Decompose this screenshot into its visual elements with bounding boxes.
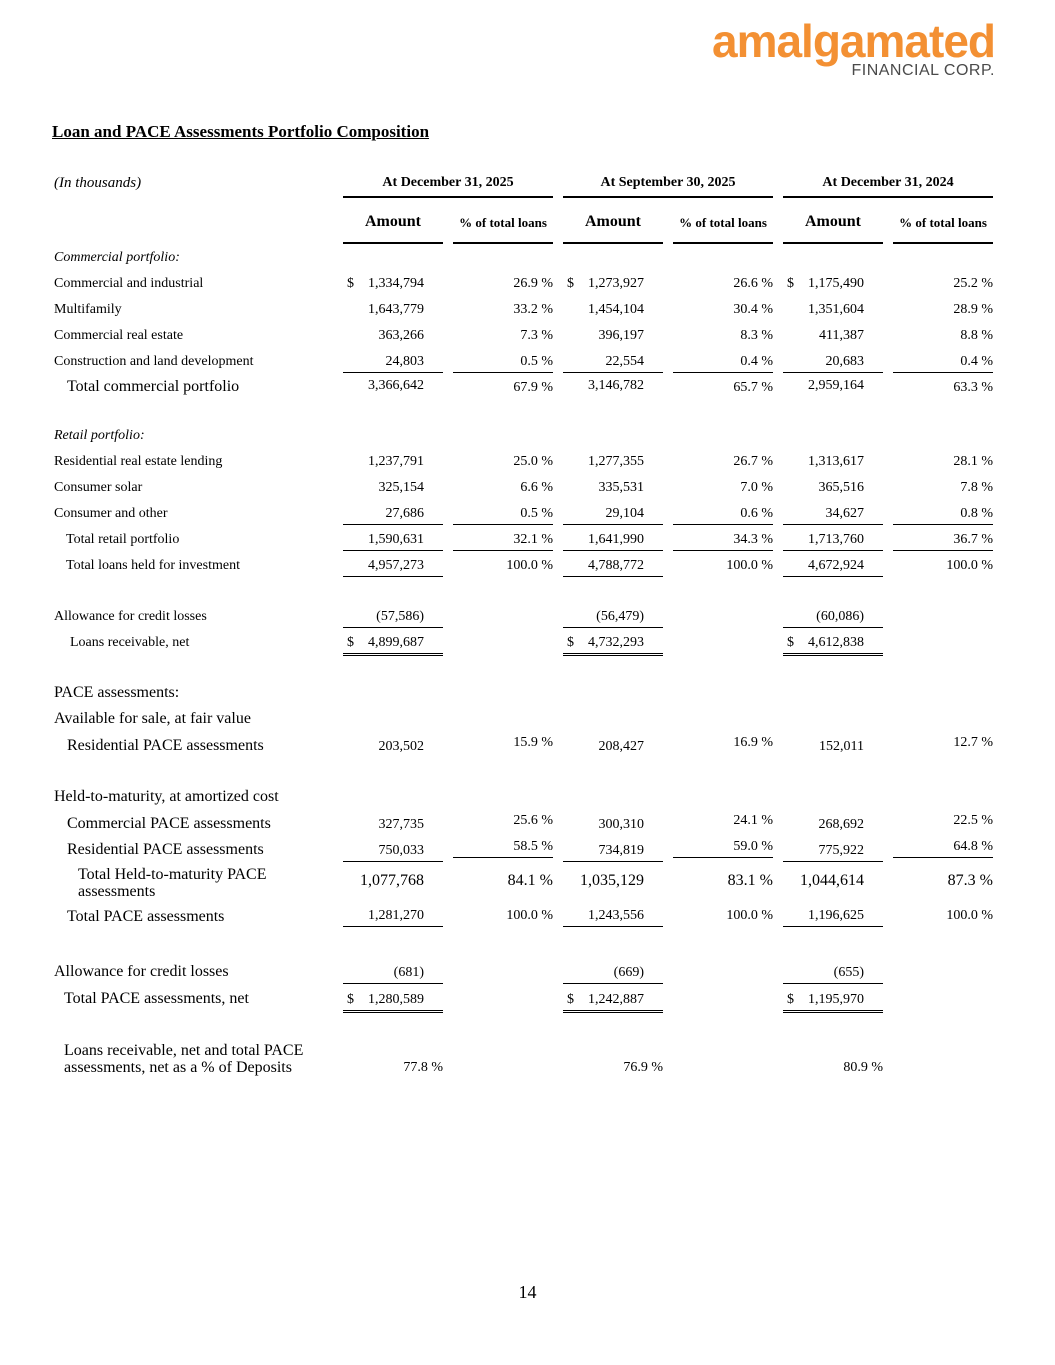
amount-value: 1,242,887	[588, 992, 644, 1007]
amount-value: 1,643,779	[368, 302, 424, 317]
percent-cell: 100.0 %	[506, 908, 553, 923]
amount-cell	[563, 378, 663, 394]
amount-cell	[563, 817, 663, 833]
amount-value: 365,516	[818, 480, 864, 495]
amount-header: Amount	[343, 202, 443, 244]
amount-cell	[343, 1060, 443, 1076]
page-title: Loan and PACE Assessments Portfolio Composition	[52, 122, 430, 141]
amount-cell	[783, 843, 883, 862]
amount-value: 29,104	[605, 506, 644, 521]
amount-value: 1,243,556	[588, 908, 644, 923]
section-commercial: Commercial portfolio:	[54, 250, 180, 265]
amount-value: (56,479)	[596, 609, 644, 624]
amount-cell	[343, 908, 443, 927]
pct-header: % of total loans	[893, 202, 993, 244]
percent-cell: 25.6 %	[513, 813, 553, 828]
amount-value: 1,454,104	[588, 302, 644, 317]
percent-cell: 84.1 %	[507, 872, 553, 889]
amount-cell	[783, 992, 883, 1013]
amount-value: 1,281,270	[368, 908, 424, 923]
row-label: Total commercial portfolio	[67, 378, 240, 395]
percent-cell: 65.7 %	[733, 380, 773, 395]
amount-cell	[563, 739, 663, 755]
currency-symbol: $	[567, 992, 574, 1007]
amount-cell	[783, 558, 883, 577]
percent-cell: 63.3 %	[953, 380, 993, 395]
amount-value: 1,273,927	[588, 276, 644, 291]
amount-cell	[563, 354, 663, 373]
currency-symbol: $	[347, 276, 354, 291]
amount-header: Amount	[563, 202, 663, 244]
amount-cell	[783, 354, 883, 373]
amount-cell	[343, 378, 443, 394]
row-label: Residential real estate lending	[54, 454, 223, 469]
percent-cell: 0.8 %	[893, 506, 993, 525]
amount-cell	[343, 454, 443, 470]
amount-cell	[563, 480, 663, 496]
period-header-sep-2025: At September 30, 2025	[563, 175, 773, 198]
amount-value: 24,803	[385, 354, 424, 369]
amount-value: 268,692	[818, 817, 864, 832]
percent-cell: 28.1 %	[953, 454, 993, 469]
amount-cell	[343, 532, 443, 551]
percent-cell: 26.9 %	[513, 276, 553, 291]
amount-cell	[343, 609, 443, 628]
amount-value: 4,672,924	[808, 558, 864, 573]
amount-value: 1,196,625	[808, 908, 864, 923]
amount-value: 4,957,273	[368, 558, 424, 573]
amount-cell	[343, 635, 443, 656]
amount-cell	[563, 992, 663, 1013]
percent-cell: 8.3 %	[740, 328, 773, 343]
amount-value: 22,554	[605, 354, 644, 369]
percent-cell: 64.8 %	[893, 839, 993, 858]
percent-cell: 0.5 %	[453, 506, 553, 525]
percent-cell: 36.7 %	[893, 532, 993, 551]
amount-value: 1,277,355	[588, 454, 644, 469]
amount-header: Amount	[783, 202, 883, 244]
amount-cell	[783, 532, 883, 551]
percent-cell: 87.3 %	[947, 872, 993, 889]
percent-cell: 0.4 %	[673, 354, 773, 373]
amount-value: 2,959,164	[808, 378, 864, 393]
logo-wordmark: amalgamated	[711, 15, 995, 67]
row-label: Total PACE assessments	[67, 908, 225, 925]
currency-symbol: $	[787, 276, 794, 291]
percent-cell: 7.3 %	[520, 328, 553, 343]
amount-cell	[343, 480, 443, 496]
amount-cell	[563, 558, 663, 577]
amount-value: (655)	[833, 965, 864, 980]
row-label: Total Held-to-maturity PACE assessments	[78, 866, 267, 900]
amount-cell	[563, 872, 663, 890]
amount-cell	[783, 739, 883, 755]
amount-cell	[783, 276, 883, 292]
amount-value: 327,735	[378, 817, 424, 832]
amount-cell	[563, 328, 663, 344]
percent-cell: 83.1 %	[727, 872, 773, 889]
amount-value: 27,686	[385, 506, 424, 521]
percent-cell: 25.0 %	[513, 454, 553, 469]
amount-cell	[343, 354, 443, 373]
amount-cell	[343, 506, 443, 525]
amount-cell	[343, 965, 443, 984]
percent-cell: 7.8 %	[960, 480, 993, 495]
currency-symbol: $	[347, 992, 354, 1007]
amount-cell	[783, 480, 883, 496]
amount-cell	[563, 276, 663, 292]
amount-cell	[563, 532, 663, 551]
currency-symbol: $	[347, 635, 354, 650]
amount-value: 152,011	[819, 739, 864, 754]
row-label: Residential PACE assessments	[67, 737, 264, 754]
percent-cell: 0.4 %	[893, 354, 993, 373]
percent-cell: 33.2 %	[513, 302, 553, 317]
amount-cell	[563, 454, 663, 470]
amount-cell	[343, 739, 443, 755]
row-label: Allowance for credit losses	[54, 963, 229, 980]
percent-cell: 0.6 %	[673, 506, 773, 525]
amount-cell	[783, 908, 883, 927]
company-logo	[700, 15, 1000, 84]
percent-cell: 100.0 %	[506, 558, 553, 573]
amount-cell	[343, 843, 443, 862]
amount-cell	[563, 1060, 663, 1076]
row-label: Commercial real estate	[54, 328, 184, 343]
amount-value: 325,154	[378, 480, 424, 495]
amount-cell	[783, 378, 883, 394]
amount-value: 77.8 %	[403, 1060, 443, 1075]
amount-cell	[563, 965, 663, 984]
amount-value: 1,044,614	[800, 872, 864, 889]
amount-value: 411,387	[819, 328, 864, 343]
amount-cell	[563, 635, 663, 656]
percent-cell: 59.0 %	[673, 839, 773, 858]
pct-header: % of total loans	[453, 202, 553, 244]
row-label: Total loans held for investment	[66, 558, 240, 573]
section-pace: PACE assessments:	[54, 684, 180, 701]
percent-cell: 6.6 %	[520, 480, 553, 495]
percent-cell: 0.5 %	[453, 354, 553, 373]
amount-value: 80.9 %	[843, 1060, 883, 1075]
row-label: Loans receivable, net and total PACE assessments, net as a % of Deposits	[64, 1042, 304, 1076]
row-label: Commercial and industrial	[54, 276, 204, 291]
amount-value: (681)	[393, 965, 424, 980]
row-label: Loans receivable, net	[70, 635, 190, 650]
amount-value: 20,683	[825, 354, 864, 369]
amount-value: 208,427	[598, 739, 644, 754]
row-label: Commercial PACE assessments	[67, 815, 271, 832]
amount-cell	[783, 609, 883, 628]
amount-cell	[783, 872, 883, 890]
percent-cell: 25.2 %	[953, 276, 993, 291]
amount-value: 76.9 %	[623, 1060, 663, 1075]
amount-value: 1,280,589	[368, 992, 424, 1007]
percent-cell: 34.3 %	[673, 532, 773, 551]
row-label: Consumer solar	[54, 480, 143, 495]
amount-cell	[343, 328, 443, 344]
amount-value: 1,035,129	[580, 872, 644, 889]
amount-value: 363,266	[378, 328, 424, 343]
section-htm: Held-to-maturity, at amortized cost	[54, 788, 279, 805]
amount-value: 1,077,768	[360, 872, 424, 889]
amount-cell	[563, 506, 663, 525]
percent-cell: 12.7 %	[953, 735, 993, 750]
logo-subtitle: FINANCIAL CORP.	[851, 62, 995, 79]
percent-cell: 26.7 %	[733, 454, 773, 469]
percent-cell: 100.0 %	[946, 558, 993, 573]
amount-value: 34,627	[825, 506, 864, 521]
amount-value: 1,590,631	[368, 532, 424, 547]
amount-value: 300,310	[598, 817, 644, 832]
percent-cell: 24.1 %	[733, 813, 773, 828]
section-afs: Available for sale, at fair value	[54, 710, 251, 727]
amount-value: 1,351,604	[808, 302, 864, 317]
percent-cell: 100.0 %	[946, 908, 993, 923]
percent-cell: 30.4 %	[733, 302, 773, 317]
percent-cell: 58.5 %	[453, 839, 553, 858]
row-label: Residential PACE assessments	[67, 841, 264, 858]
currency-symbol: $	[787, 635, 794, 650]
amount-value: 4,612,838	[808, 635, 864, 650]
amount-value: 4,788,772	[588, 558, 644, 573]
amount-value: 775,922	[818, 843, 864, 858]
percent-cell: 15.9 %	[513, 735, 553, 750]
amount-cell	[343, 558, 443, 577]
row-label: Construction and land development	[54, 354, 254, 369]
amount-value: 4,899,687	[368, 635, 424, 650]
percent-cell: 32.1 %	[453, 532, 553, 551]
percent-cell: 16.9 %	[733, 735, 773, 750]
amount-cell	[343, 276, 443, 292]
amount-cell	[783, 635, 883, 656]
amount-value: 1,175,490	[808, 276, 864, 291]
percent-cell: 7.0 %	[740, 480, 773, 495]
percent-cell: 100.0 %	[726, 558, 773, 573]
amount-value: 750,033	[378, 843, 424, 858]
percent-cell: 67.9 %	[513, 380, 553, 395]
row-label: Total retail portfolio	[66, 532, 180, 547]
amount-value: 396,197	[598, 328, 644, 343]
amount-value: 203,502	[378, 739, 424, 754]
row-label: Multifamily	[54, 302, 122, 317]
row-label: Allowance for credit losses	[54, 609, 207, 624]
amount-cell	[563, 908, 663, 927]
amount-cell	[783, 1060, 883, 1076]
percent-cell: 26.6 %	[733, 276, 773, 291]
currency-symbol: $	[567, 635, 574, 650]
amount-cell	[783, 817, 883, 833]
percent-cell: 28.9 %	[953, 302, 993, 317]
amount-cell	[563, 302, 663, 318]
amount-value: (669)	[613, 965, 644, 980]
amount-value: (60,086)	[816, 609, 864, 624]
amount-value: 3,366,642	[368, 378, 424, 393]
percent-cell: 100.0 %	[726, 908, 773, 923]
amount-cell	[783, 965, 883, 984]
amount-value: 4,732,293	[588, 635, 644, 650]
amount-cell	[783, 454, 883, 470]
amount-value: 1,334,794	[368, 276, 424, 291]
amount-cell	[343, 872, 443, 890]
amount-value: 3,146,782	[588, 378, 644, 393]
amount-cell	[563, 609, 663, 628]
amount-value: 1,713,760	[808, 532, 864, 547]
amount-value: (57,586)	[376, 609, 424, 624]
currency-symbol: $	[787, 992, 794, 1007]
amount-cell	[343, 817, 443, 833]
amount-cell	[783, 506, 883, 525]
percent-cell: 22.5 %	[953, 813, 993, 828]
units-label: (In thousands)	[54, 175, 142, 191]
amount-cell	[343, 992, 443, 1013]
row-label: Consumer and other	[54, 506, 168, 521]
amount-value: 1,195,970	[808, 992, 864, 1007]
amount-cell	[783, 302, 883, 318]
amount-cell	[343, 302, 443, 318]
row-label: Total PACE assessments, net	[64, 990, 249, 1007]
amount-value: 734,819	[598, 843, 644, 858]
amount-value: 335,531	[598, 480, 644, 495]
amount-cell	[783, 328, 883, 344]
amount-value: 1,641,990	[588, 532, 644, 547]
percent-cell: 8.8 %	[960, 328, 993, 343]
amount-value: 1,237,791	[368, 454, 424, 469]
pct-header: % of total loans	[673, 202, 773, 244]
period-header-dec-2025: At December 31, 2025	[343, 175, 553, 198]
page-number: 14	[518, 1282, 537, 1302]
section-retail: Retail portfolio:	[54, 428, 145, 443]
period-header-dec-2024: At December 31, 2024	[783, 175, 993, 198]
currency-symbol: $	[567, 276, 574, 291]
amount-cell	[563, 843, 663, 862]
amount-value: 1,313,617	[808, 454, 864, 469]
